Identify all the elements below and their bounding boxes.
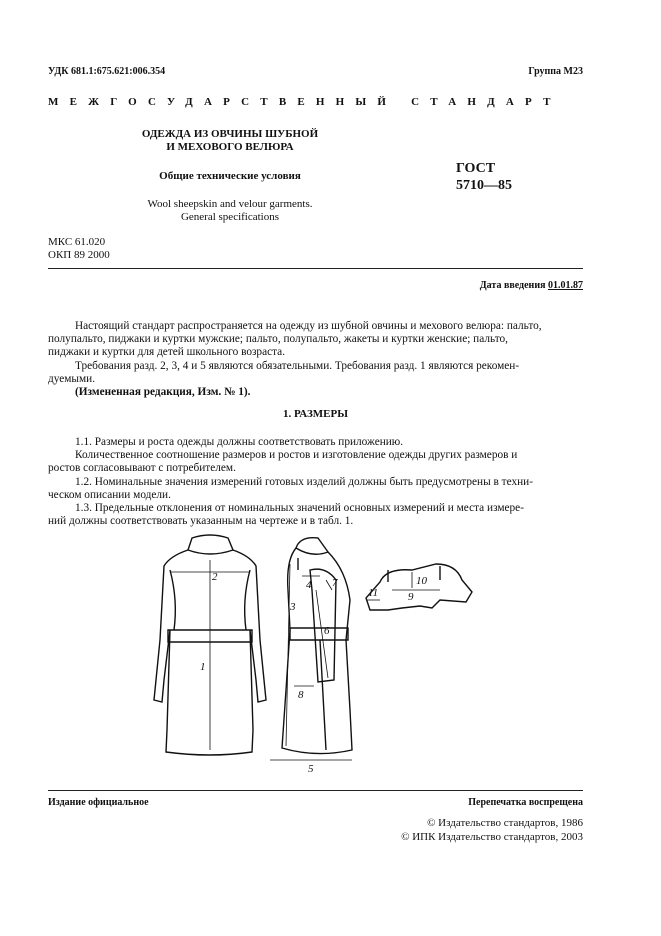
clause-1-1-line-2: Количественное соотношение размеров и ростов и изготовление одежды других размеров и [75, 449, 518, 462]
copyright-block [401, 816, 583, 844]
classification-codes [48, 236, 110, 262]
fig-label-1: 1 [200, 661, 206, 673]
title-line-2: И МЕХОВОГО ВЕЛЮРА [166, 141, 294, 153]
fig-label-4: 4 [306, 579, 312, 591]
fig-label-2: 2 [212, 571, 218, 583]
front-coat-armhole-right [245, 570, 250, 630]
clause-1-1-line-1: 1.1. Размеры и роста одежды должны соответствовать приложению. [75, 436, 404, 448]
side-coat-body [282, 548, 352, 754]
clause-1-3-line-1: 1.3. Предельные отклонения от номинальных значений основных измерений и места измере- [75, 502, 524, 515]
fig-label-6: 6 [324, 625, 330, 637]
divider-bottom [48, 790, 583, 791]
english-title [120, 198, 340, 224]
collar-detail-outline [366, 564, 472, 610]
section-1-text [48, 436, 583, 528]
front-coat-armhole-left [170, 570, 175, 630]
fig-label-10: 10 [416, 575, 427, 587]
english-line-1: Wool sheepskin and velour garments. [147, 198, 313, 210]
intro-date-label: Дата введения [479, 280, 546, 291]
front-coat-collar [188, 535, 233, 554]
fig-label-3: 3 [290, 601, 296, 613]
gost-label: ГОСТ [456, 161, 496, 176]
scope-line-1: Настоящий стандарт распространяется на одежду из шубной овчины и мехового велюра: пальто, [75, 320, 542, 332]
amendment-note: (Измененная редакция, Изм. № 1). [75, 386, 251, 399]
official-edition: Издание официальное [48, 797, 149, 808]
document-title [120, 128, 340, 154]
fig-label-9: 9 [408, 591, 414, 603]
document-subtitle: Общие технические условия [159, 170, 301, 182]
intro-date-value: 01.01.87 [548, 280, 583, 291]
scope-line-2: полупальто, пиджаки и куртки мужские; пальто, полупальто, жакеты и куртки женские; пальто, [48, 333, 508, 346]
intro-date [480, 280, 583, 291]
paragraph-scope [48, 320, 583, 399]
copyright-line-1: © Издательство стандартов, 1986 [427, 817, 583, 829]
fig-label-5: 5 [308, 763, 314, 775]
section-title: 1. РАЗМЕРЫ [282, 408, 349, 420]
standard-banner: МЕЖГОСУДАРСТВЕННЫЙ СТАНДАРТ [48, 96, 562, 108]
clause-1-3-line-2: ний должны соответствовать указанным на чертеже и в табл. 1. [48, 515, 354, 528]
okp-code: ОКП 89 2000 [48, 249, 110, 261]
fig-label-8: 8 [298, 689, 304, 701]
gost-designation [456, 160, 536, 194]
divider-top [48, 268, 583, 269]
garment-measurement-drawing [140, 530, 500, 775]
scope-line-3: пиджаки и куртки для детей школьного возраста. [48, 346, 286, 359]
requirements-line-2: дуемыми. [48, 372, 96, 385]
side-coat-belt [290, 628, 348, 640]
side-coat-collar [296, 538, 328, 555]
udk-code: УДК 681.1:675.621:006.354 [48, 66, 166, 77]
english-line-2: General specifications [180, 211, 280, 223]
fig-label-11: 11 [368, 587, 379, 599]
collar-detail-band [388, 566, 440, 582]
copyright-line-2: © ИПК Издательство стандартов, 2003 [401, 831, 583, 843]
fig-label-7: 7 [332, 577, 338, 589]
clause-1-2-line-2: ческом описании модели. [48, 488, 171, 501]
requirements-line-1: Требования разд. 2, 3, 4 и 5 являются обязательными. Требования разд. 1 являются рекомен- [75, 359, 520, 372]
gost-number: 5710—85 [456, 178, 512, 193]
group-code: Группа М23 [528, 66, 583, 77]
mks-code: МКС 61.020 [48, 236, 106, 248]
clause-1-2-line-1: 1.2. Номинальные значения измерений готовых изделий должны быть предусмотрены в техни- [75, 475, 533, 488]
clause-1-1-line-3: ростов согласовывают с потребителем. [48, 462, 236, 475]
title-line-1: ОДЕЖДА ИЗ ОВЧИНЫ ШУБНОЙ [141, 128, 319, 140]
reprint-prohibited: Перепечатка воспрещена [468, 797, 583, 808]
